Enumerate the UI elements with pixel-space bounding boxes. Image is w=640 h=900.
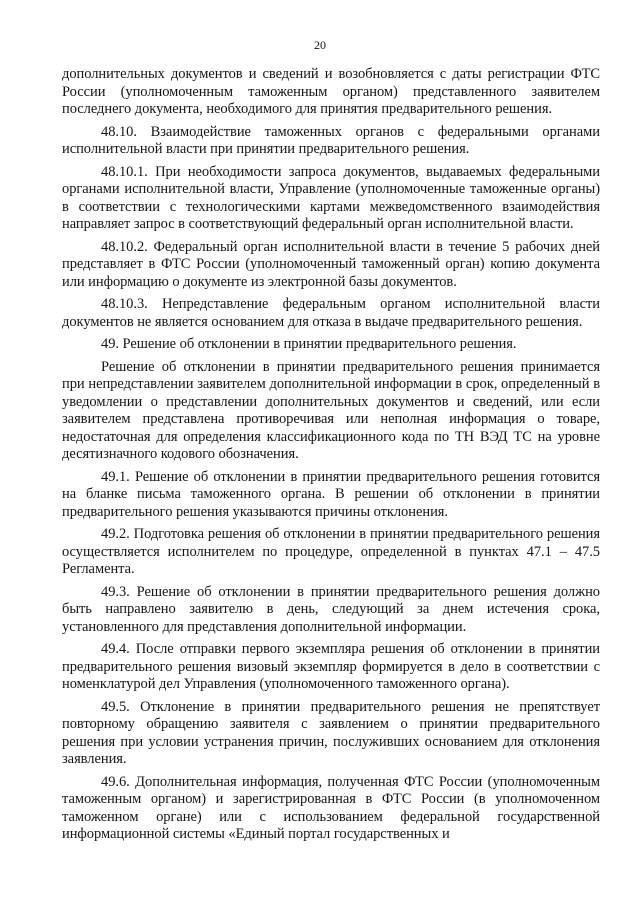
paragraph-49-intro: Решение об отклонении в принятии предварительного решения принимается при непредставлении заявителем дополнительной информации в срок, определенный в уведомлении о представлении дополнительных документов и сведений, или если заявителем представлена противоречивая или неполная информация о товаре, недостаточная для определения классификационного кода по ТН ВЭД ТС на уровне десятизначного кодового обозначения. xyxy=(62,358,600,462)
paragraph-48-10-2: 48.10.2. Федеральный орган исполнительной власти в течение 5 рабочих дней представляет в ФТС России (уполномоченный таможенный орган) копию документа или информацию о документе из электронной базы документов. xyxy=(62,238,600,290)
paragraph-48-10-1: 48.10.1. При необходимости запроса документов, выдаваемых федеральными органами исполнительной власти, Управление (уполномоченные таможенные органы) в соответствии с технологическими картами межведомственного взаимодействия направляет запрос в соответствующий федеральный орган исполнительной власти. xyxy=(62,163,600,232)
document-body xyxy=(62,66,600,844)
page-number: 20 xyxy=(314,38,326,52)
paragraph-49-6: 49.6. Дополнительная информация, полученная ФТС России (уполномоченным таможенным органом) и зарегистрированная в ФТС России (в уполномоченном таможенном органе) или с использованием федеральной государственной информационной системы «Единый портал государственных и xyxy=(62,773,600,842)
paragraph-49-1: 49.1. Решение об отклонении в принятии предварительного решения готовится на бланке письма таможенного органа. В решении об отклонении в принятии предварительного решения указываются причины отклонения. xyxy=(62,468,600,520)
paragraph-49: 49. Решение об отклонении в принятии предварительного решения. xyxy=(101,336,517,352)
paragraph-49-2: 49.2. Подготовка решения об отклонении в принятии предварительного решения осуществляется исполнителем по процедуре, определенной в пунктах 47.1 – 47.5 Регламента. xyxy=(62,526,600,577)
paragraph-48-10: 48.10. Взаимодействие таможенных органов с федеральными органами исполнительной власти при принятии предварительного решения. xyxy=(62,123,600,157)
paragraph-49-3: 49.3. Решение об отклонении в принятии предварительного решения должно быть направлено заявителю в день, следующий за днем истечения срока, установленного для представления дополнительной информации. xyxy=(62,583,600,635)
paragraph-49-4: 49.4. После отправки первого экземпляра решения об отклонении в принятии предварительного решения визовый экземпляр формируется в дело в соответствии с номенклатурой дел Управления (уполномоченного таможенного органа). xyxy=(62,641,600,692)
paragraph-continuation: дополнительных документов и сведений и возобновляется с даты регистрации ФТС России (уполномоченным таможенным органом) представленного заявителем последнего документа, необходимого для принятия предварительного решения. xyxy=(62,66,600,117)
paragraph-48-10-3: 48.10.3. Непредставление федеральным органом исполнительной власти документов не является основанием для отказа в выдаче предварительного решения. xyxy=(62,296,600,330)
paragraph-49-5: 49.5. Отклонение в принятии предварительного решения не препятствует повторному обращению заявителя с заявлением о принятии предварительного решения при условии устранения причин, послуживших основанием для отклонения заявления. xyxy=(62,698,600,767)
